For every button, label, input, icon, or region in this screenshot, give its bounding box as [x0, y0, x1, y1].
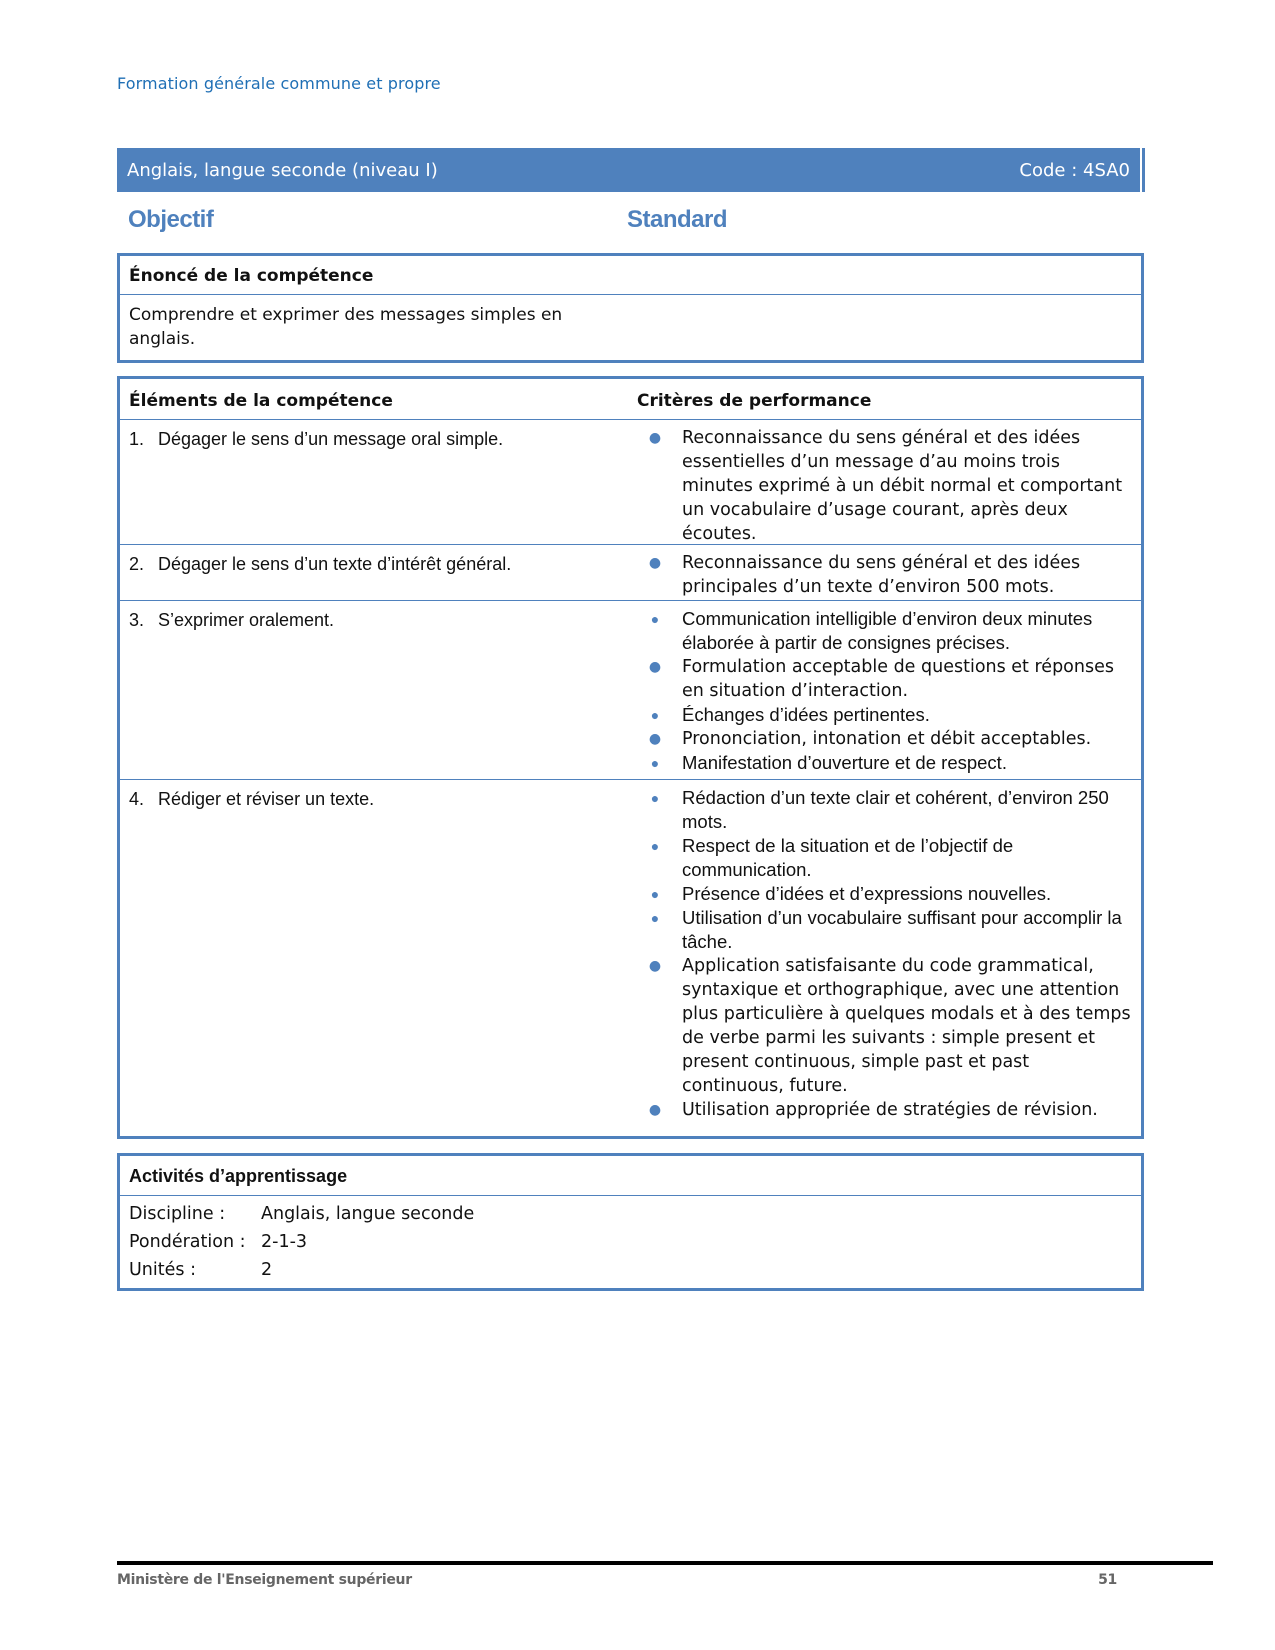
criterion-item: ● Rédaction d’un texte clair et cohérent, d’environ 250 mots. — [628, 786, 1133, 834]
element-number: 1. — [129, 429, 145, 449]
bullet-icon: ● — [650, 707, 660, 723]
element-number: 3. — [129, 610, 145, 630]
bullet-icon: ● — [650, 838, 660, 854]
element-text: Dégager le sens d’un message oral simple. — [158, 429, 504, 449]
activite-row — [129, 1228, 1132, 1256]
table-row — [120, 420, 1141, 545]
activite-value: Anglais, langue seconde — [261, 1204, 475, 1224]
criterion-item: ● Application satisfaisante du code grammatical, syntaxique et orthographique, avec une attention plus particulière à quelques modals et à des temps de verbe parmi les suivants : simple present et present continuous, simple past et past continuous, future. — [628, 954, 1133, 1098]
activite-key: Discipline : — [129, 1204, 226, 1224]
bullet-icon: ● — [648, 731, 662, 747]
activite-row — [129, 1256, 1132, 1284]
bullet-icon: ● — [648, 659, 662, 675]
bullet-icon: ● — [648, 430, 662, 446]
enonce-text: Comprendre et exprimer des messages simples en anglais. — [129, 305, 563, 349]
criterion-item: ● Présence d’idées et d’expressions nouvelles. — [628, 882, 1133, 906]
activite-row — [129, 1200, 1132, 1228]
bullet-icon: ● — [650, 910, 660, 926]
table-row — [120, 780, 1141, 1126]
element-text: Dégager le sens d’un texte d’intérêt général. — [158, 554, 512, 574]
bullet-icon: ● — [648, 555, 662, 571]
page-number: 51 — [1098, 1572, 1117, 1588]
element-text: Rédiger et réviser un texte. — [158, 789, 375, 809]
element-number: 4. — [129, 789, 145, 809]
criteres-heading: Critères de performance — [637, 391, 872, 411]
criterion-item: ● Utilisation appropriée de stratégies de révision. — [628, 1098, 1133, 1122]
standard-title: Standard — [627, 206, 728, 233]
criterion-item: ● Échanges d’idées pertinentes. — [628, 703, 1133, 727]
course-title: Anglais, langue seconde (niveau I) — [127, 159, 438, 181]
bullet-icon: ● — [648, 958, 662, 974]
criterion-item: ● Respect de la situation et de l’objectif de communication. — [628, 834, 1133, 882]
criterion-item: ● Reconnaissance du sens général et des idées essentielles d’un message d’au moins trois minutes exprimé à un débit normal et comportant un vocabulaire d’usage courant, après deux écoutes. — [628, 426, 1133, 546]
course-banner — [117, 148, 1142, 192]
table-row — [120, 601, 1141, 780]
elements-table-header — [120, 379, 1141, 420]
criterion-item: ● Formulation acceptable de questions et réponses en situation d’interaction. — [628, 655, 1133, 703]
section-titles — [117, 206, 1142, 242]
criterion-item: ● Prononciation, intonation et débit acceptables. — [628, 727, 1133, 751]
bullet-icon: ● — [650, 886, 660, 902]
elements-heading: Éléments de la compétence — [129, 391, 393, 411]
footer-divider — [117, 1561, 1213, 1565]
activites-heading: Activités d’apprentissage — [120, 1156, 1141, 1196]
activite-key: Unités : — [129, 1260, 196, 1280]
activite-value: 2-1-3 — [261, 1232, 308, 1252]
course-code: Code : 4SA0 — [1019, 159, 1130, 181]
enonce-heading: Énoncé de la compétence — [120, 256, 1141, 295]
bullet-icon: ● — [650, 611, 660, 627]
footer-ministry: Ministère de l'Enseignement supérieur — [117, 1572, 412, 1588]
bullet-icon: ● — [650, 790, 660, 806]
criterion-item: ● Manifestation d’ouverture et de respect. — [628, 751, 1133, 775]
table-row — [120, 545, 1141, 601]
element-number: 2. — [129, 554, 145, 574]
page-footer — [117, 1572, 1117, 1588]
bullet-icon: ● — [648, 1102, 662, 1118]
element-text: S’exprimer oralement. — [158, 610, 335, 630]
activite-value: 2 — [261, 1260, 273, 1280]
objectif-title: Objectif — [128, 206, 214, 233]
activites-box — [117, 1153, 1144, 1291]
elements-table — [117, 376, 1144, 1139]
bullet-icon: ● — [650, 755, 660, 771]
criterion-item: ● Utilisation d’un vocabulaire suffisant pour accomplir la tâche. — [628, 906, 1133, 954]
criterion-item: ● Communication intelligible d’environ deux minutes élaborée à partir de consignes précises. — [628, 607, 1133, 655]
criterion-item: ● Reconnaissance du sens général et des idées principales d’un texte d’environ 500 mots. — [628, 551, 1133, 599]
enonce-box — [117, 253, 1144, 363]
running-header: Formation générale commune et propre — [117, 74, 441, 93]
activite-key: Pondération : — [129, 1232, 246, 1252]
